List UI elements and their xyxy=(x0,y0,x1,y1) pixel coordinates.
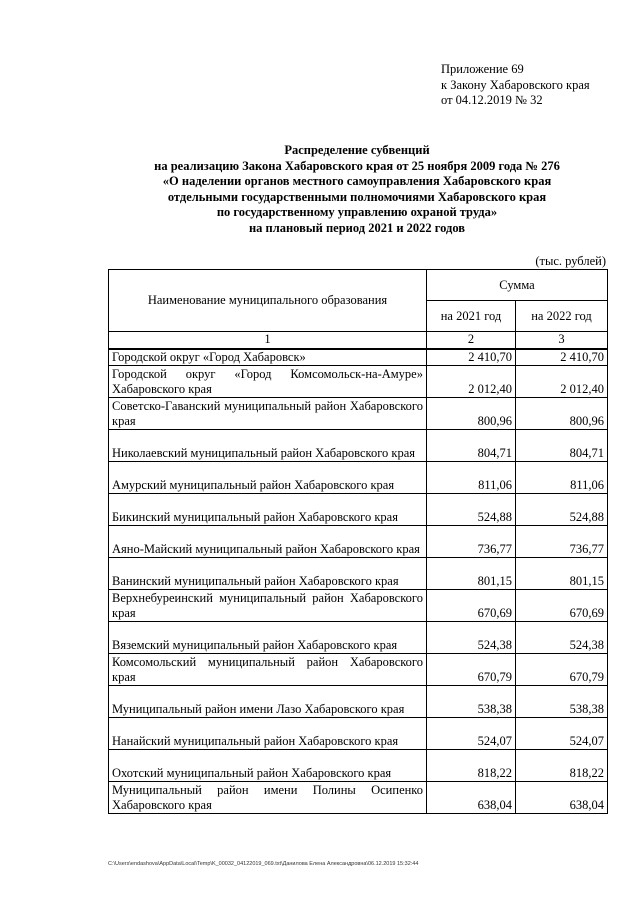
amount-2022: 800,96 xyxy=(516,398,608,430)
municipality-name: Советско-Гаванский муниципальный район Хабаровского края xyxy=(109,398,427,430)
municipality-name: Комсомольский муниципальный район Хабаровского края xyxy=(109,654,427,686)
municipality-name: Бикинский муниципальный район Хабаровского края xyxy=(109,494,427,526)
amount-2022: 524,07 xyxy=(516,718,608,750)
title-line: по государственному управлению охраной труда» xyxy=(216,205,498,219)
amount-2022: 638,04 xyxy=(516,782,608,814)
amount-2022: 804,71 xyxy=(516,430,608,462)
municipality-name: Городской округ «Город Комсомольск-на-Амуре» Хабаровского края xyxy=(109,366,427,398)
appendix-date: от 04.12.2019 № 32 xyxy=(441,93,543,107)
municipality-name: Верхнебуреинский муниципальный район Хабаровского края xyxy=(109,590,427,622)
table-row xyxy=(109,750,608,782)
amount-2021: 818,22 xyxy=(427,750,516,782)
municipality-name: Охотский муниципальный район Хабаровского края xyxy=(109,750,427,782)
municipality-name: Муниципальный район имени Полины Осипенко Хабаровского края xyxy=(109,782,427,814)
header-2021: на 2021 год xyxy=(427,301,516,332)
amount-2021: 670,79 xyxy=(427,654,516,686)
amount-2021: 804,71 xyxy=(427,430,516,462)
table-row xyxy=(109,349,608,366)
header-sum: Сумма xyxy=(427,270,608,301)
title-line: Распределение субвенций xyxy=(284,143,430,157)
amount-2021: 524,88 xyxy=(427,494,516,526)
municipality-name: Муниципальный район имени Лазо Хабаровского края xyxy=(109,686,427,718)
amount-2022: 801,15 xyxy=(516,558,608,590)
appendix-number: Приложение 69 xyxy=(441,62,524,76)
amount-2022: 2 410,70 xyxy=(516,349,608,366)
table-row xyxy=(109,430,608,462)
column-number-3: 3 xyxy=(516,332,608,349)
amount-2022: 2 012,40 xyxy=(516,366,608,398)
amount-2022: 736,77 xyxy=(516,526,608,558)
amount-2021: 538,38 xyxy=(427,686,516,718)
amount-2021: 524,07 xyxy=(427,718,516,750)
amount-2022: 811,06 xyxy=(516,462,608,494)
amount-2021: 811,06 xyxy=(427,462,516,494)
amount-2022: 670,79 xyxy=(516,654,608,686)
table-row xyxy=(109,654,608,686)
municipality-name: Городской округ «Город Хабаровск» xyxy=(109,349,427,366)
amount-2022: 670,69 xyxy=(516,590,608,622)
title-line: на плановый период 2021 и 2022 годов xyxy=(248,220,466,235)
header-name: Наименование муниципального образования xyxy=(109,270,427,332)
amount-2022: 524,88 xyxy=(516,494,608,526)
municipality-name: Аяно-Майский муниципальный район Хабаровского края xyxy=(109,526,427,558)
amount-2022: 818,22 xyxy=(516,750,608,782)
title-line: «О наделении органов местного самоуправления Хабаровского края xyxy=(162,174,552,188)
amount-2021: 638,04 xyxy=(427,782,516,814)
table-row xyxy=(109,366,608,398)
appendix-header xyxy=(441,62,590,109)
amount-2022: 524,38 xyxy=(516,622,608,654)
subvention-table xyxy=(108,269,608,814)
table-row xyxy=(109,718,608,750)
table-row xyxy=(109,398,608,430)
appendix-law-ref: к Закону Хабаровского края xyxy=(441,77,590,92)
table-row xyxy=(109,686,608,718)
table-row xyxy=(109,462,608,494)
municipality-name: Ванинский муниципальный район Хабаровского края xyxy=(109,558,427,590)
title-line: на реализацию Закона Хабаровского края от 25 ноября 2009 года № 276 xyxy=(154,158,560,173)
amount-2021: 524,38 xyxy=(427,622,516,654)
municipality-name: Амурский муниципальный район Хабаровского края xyxy=(109,462,427,494)
amount-2021: 801,15 xyxy=(427,558,516,590)
column-number-1: 1 xyxy=(109,332,427,349)
amount-2021: 736,77 xyxy=(427,526,516,558)
municipality-name: Нанайский муниципальный район Хабаровского края xyxy=(109,718,427,750)
amount-2021: 2 012,40 xyxy=(427,366,516,398)
amount-2021: 2 410,70 xyxy=(427,349,516,366)
column-number-2: 2 xyxy=(427,332,516,349)
amount-2021: 800,96 xyxy=(427,398,516,430)
table-row xyxy=(109,526,608,558)
table-row xyxy=(109,590,608,622)
table-row xyxy=(109,494,608,526)
table-row xyxy=(109,622,608,654)
municipality-name: Николаевский муниципальный район Хабаровского края xyxy=(109,430,427,462)
table-row xyxy=(109,558,608,590)
title-line: отдельными государственными полномочиями Хабаровского края xyxy=(167,189,547,204)
header-2022: на 2022 год xyxy=(516,301,608,332)
file-path-footer: C:\Users\endashova\AppData\Local\Temp\K_00032_04122019_069.txt\Данилова Елена Александровна\06.12.2019 15:32:44 xyxy=(108,861,419,867)
units-label: (тыс. рублей) xyxy=(535,254,606,268)
table-row xyxy=(109,782,608,814)
municipality-name: Вяземский муниципальный район Хабаровского края xyxy=(109,622,427,654)
document-title xyxy=(108,143,606,236)
amount-2021: 670,69 xyxy=(427,590,516,622)
amount-2022: 538,38 xyxy=(516,686,608,718)
